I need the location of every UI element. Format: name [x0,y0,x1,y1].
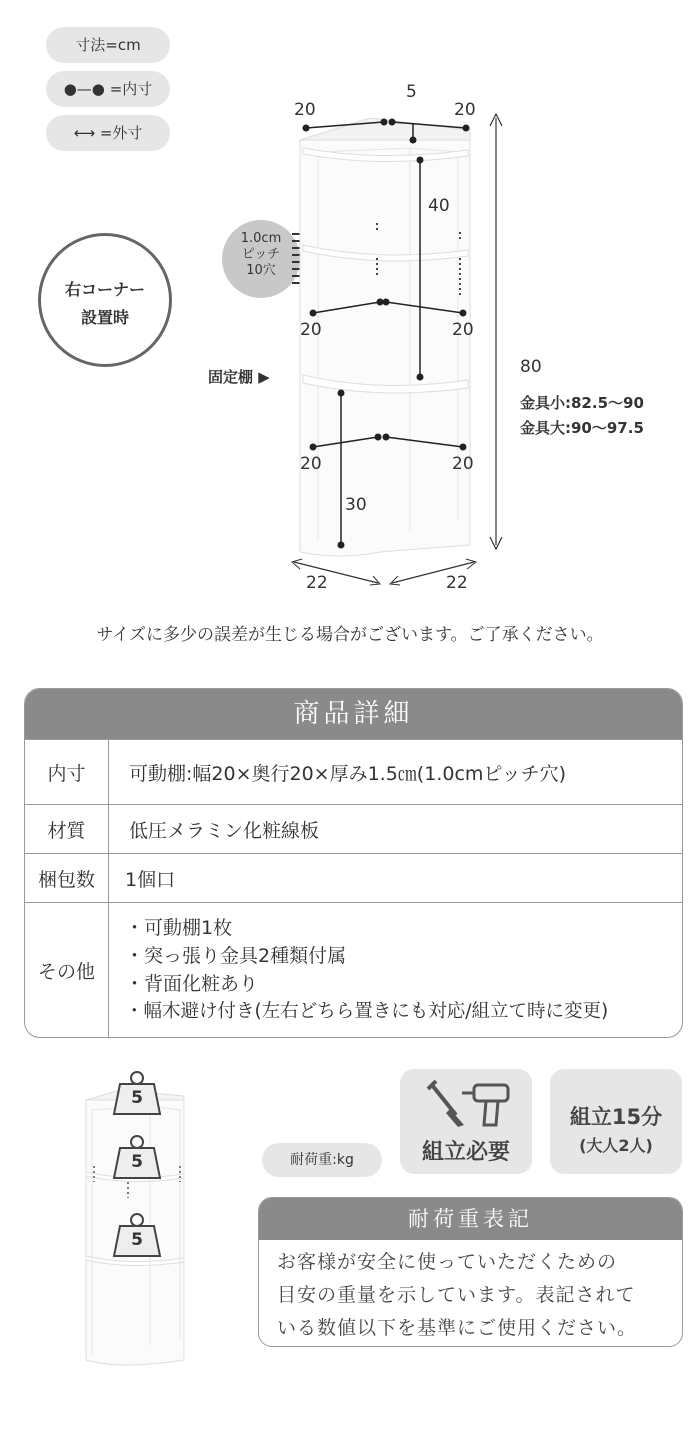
dim-lower-height: 30 [345,495,367,515]
outer-arrow-icon: ⟷ [73,124,96,142]
row-key: 材質 [25,805,109,853]
row-value [109,903,682,1037]
dim-mid-right: 20 [452,320,474,340]
dim-upper-height: 40 [428,196,450,216]
list-item: ・可動棚1枚 [125,917,233,939]
dim-total-height: 80 [520,357,542,377]
pitch-line-3: 10穴 [246,263,276,278]
dim-top-left: 20 [294,100,316,120]
dim-mid-left: 20 [300,320,322,340]
shelf-diagram [0,0,700,610]
load-info-box [258,1197,683,1347]
tools-icon [416,1077,516,1129]
dim-low-left: 20 [300,454,322,474]
table-row [25,804,682,853]
assembly-time-badge [550,1069,682,1174]
list-item: ・突っ張り金具2種類付属 [125,945,347,967]
weight-icon-bottom [112,1212,162,1258]
weight-icon-middle [112,1134,162,1180]
row-key: その他 [25,903,109,1037]
inner-line-icon: ●—● [63,80,105,98]
pitch-line-1: 1.0cm [240,231,282,246]
list-item: ・幅木避け付き(左右どちら置きにも対応/組立て時に変更) [125,1001,609,1022]
unit-legend: 寸法=cm [46,27,170,63]
size-tolerance-note: サイズに多少の誤差が生じる場合がございます。ご了承ください。 [96,625,604,645]
load-info-title: 耐荷重表記 [259,1198,682,1240]
outer-legend-text: =外寸 [99,124,143,142]
inner-legend-text: =内寸 [109,80,153,98]
weight-value: 5 [131,1230,143,1250]
info-line: いる数値以下を基準にご使用ください。 [277,1317,638,1339]
hardware-large-range: 金具大:90〜97.5 [520,419,644,437]
row-value: 可動棚:幅20×奥行20×厚み1.5㎝(1.0cmピッチ穴) [129,762,567,785]
fixed-shelf-label: 固定棚 ▶ [208,368,270,386]
dim-base-left: 22 [306,573,328,593]
weight-value: 5 [131,1152,143,1172]
dim-top-mid: 5 [406,82,417,102]
info-line: 目安の重量を示しています。表記されて [277,1284,636,1306]
assembly-required-text: 組立必要 [421,1140,510,1165]
dim-top-right: 20 [454,100,476,120]
info-line: お客様が安全に使っていただくための [277,1251,618,1273]
corner-label-line2: 設置時 [80,308,129,327]
corner-label-line1: 右コーナー [64,280,145,299]
pitch-line-2: ピッチ [241,247,281,262]
assembly-people-text: (大人2人) [579,1136,653,1155]
load-info-body [259,1240,682,1347]
row-key: 梱包数 [25,854,109,902]
list-item: ・背面化粧あり [125,973,259,995]
weight-value: 5 [131,1088,143,1108]
assembly-time-text: 組立15分 [569,1105,663,1129]
assembly-required-badge [400,1069,532,1174]
table-row [25,853,682,902]
table-row [25,739,682,804]
product-details-title: 商品詳細 [25,689,682,739]
hardware-small-range: 金具小:82.5〜90 [520,394,644,412]
row-value: 1個口 [125,868,176,891]
load-capacity-label: 耐荷重:kg [262,1143,382,1177]
row-key: 内寸 [25,740,109,804]
dim-base-right: 22 [446,573,468,593]
product-details-table [24,688,683,1038]
row-value: 低圧メラミン化粧線板 [129,819,320,842]
dim-low-right: 20 [452,454,474,474]
weight-icon-top [112,1070,162,1116]
other-features-list [125,914,608,1026]
table-row [25,902,682,1037]
